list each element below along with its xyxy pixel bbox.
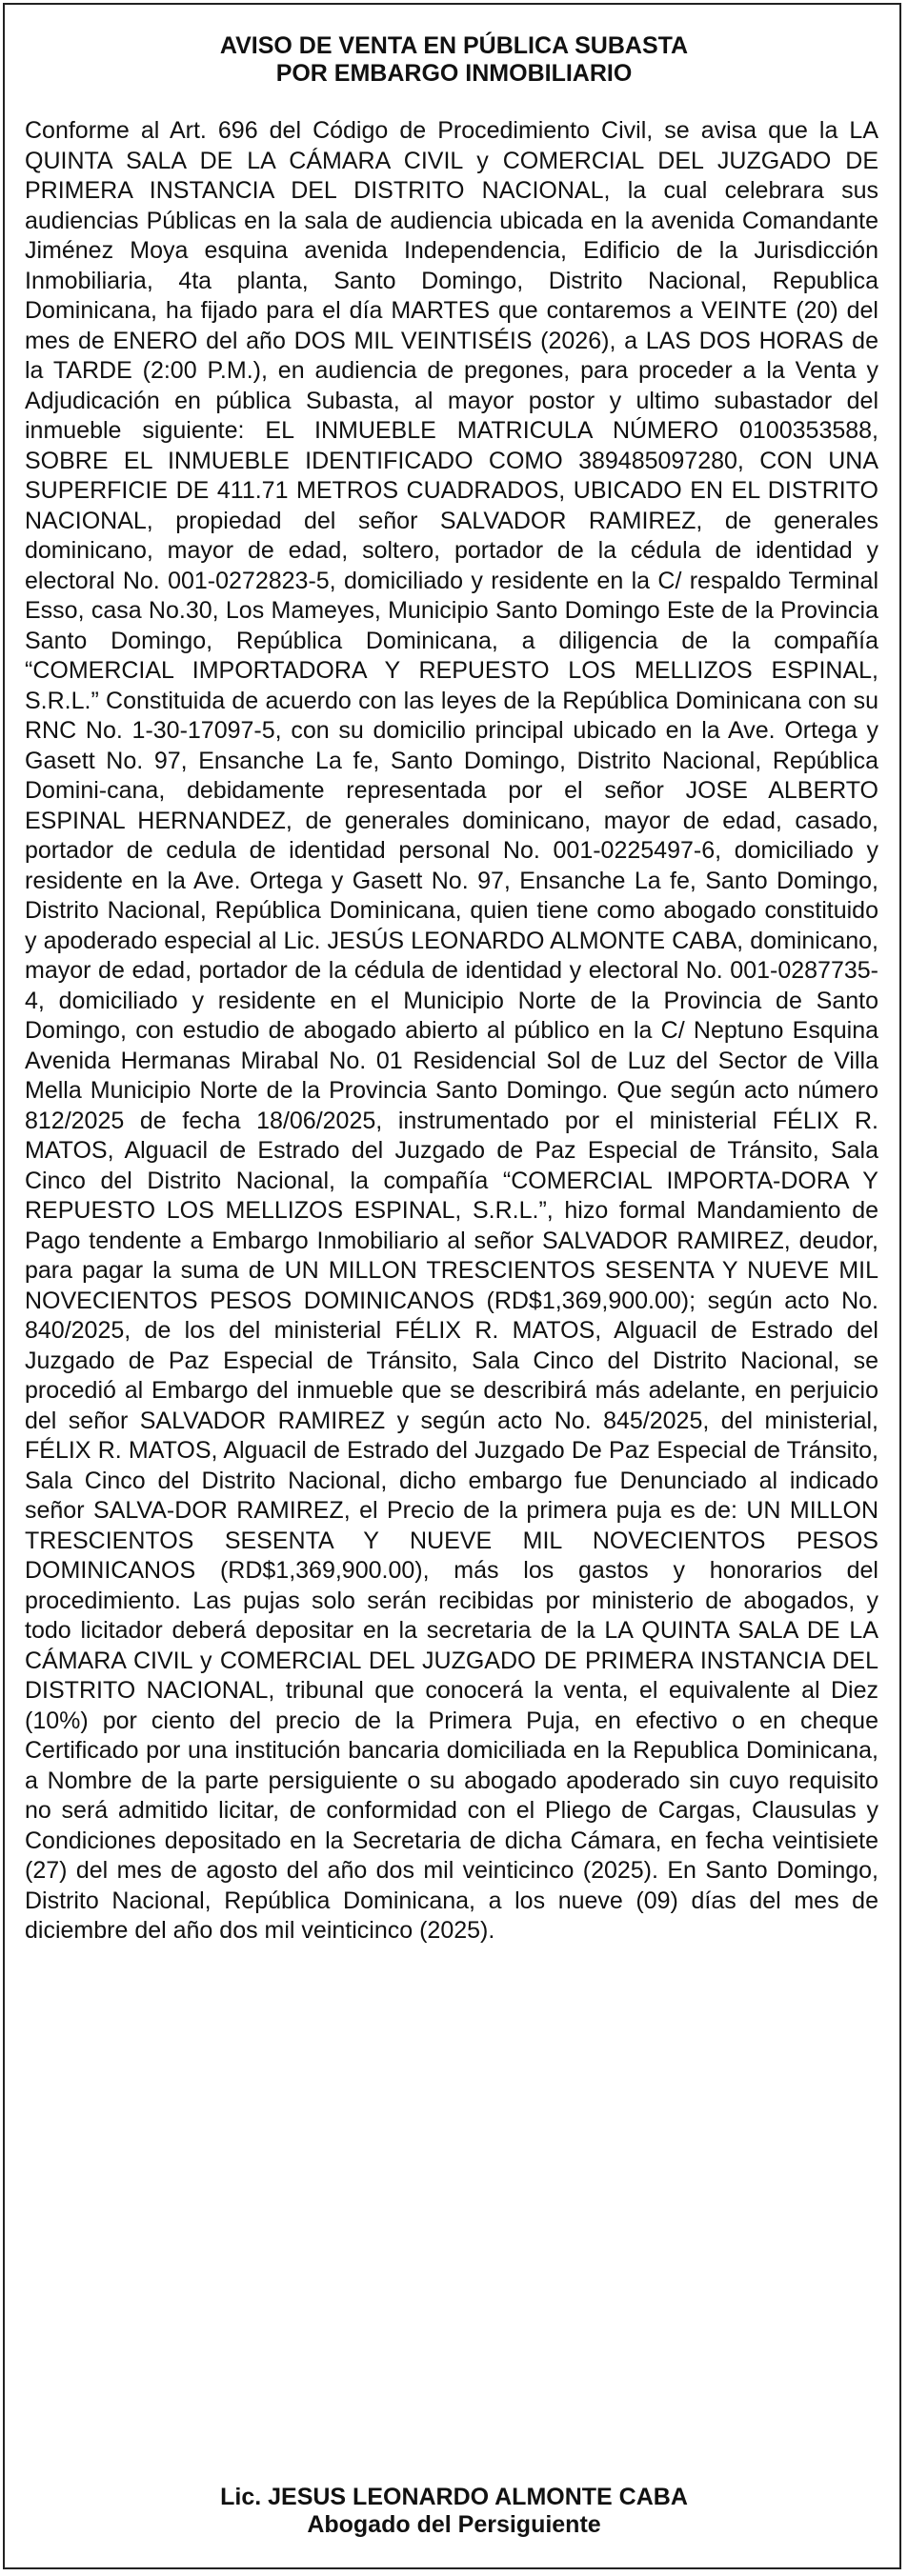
signature-name: Lic. JESUS LEONARDO ALMONTE CABA [220,2484,688,2510]
notice-body-text: Conforme al Art. 696 del Código de Procedimiento Civil, se avisa que la LA QUINTA SALA DE LA CÁMARA CIVIL y COMERCIAL DEL JUZGADO DE PRIMERA INSTANCIA DEL DISTRITO NACIONAL, la cual celebrara sus audiencias Públicas en la sala de audiencia ubicada en la avenida Comandante Jiménez Moya esquina avenida Independencia, Edificio de la Jurisdicción Inmobiliaria, 4ta planta, Santo Domingo, Distrito Nacional, Republica Dominicana, ha fijado para el día MARTES que contaremos a VEINTE (20) del mes de ENERO del año DOS MIL VEINTISÉIS (2026), a LAS DOS HORAS de la TARDE (2:00 P.M.), en audiencia de pregones, para proceder a la Venta y Adjudicación en pública Subasta, al mayor postor y ultimo subastador del inmueble siguiente: EL INMUEBLE MATRICULA NÚMERO 0100353588, SOBRE EL INMUEBLE IDENTIFICADO COMO 389485097280, CON UNA SUPERFICIE DE 411.71 METROS CUADRADOS, UBICADO EN EL DISTRITO NACIONAL, propiedad del señor SALVADOR RAMIREZ, de generales dominicano, mayor de edad, soltero, portador de la cédula de identidad y electoral No. 001-0272823-5, domiciliado y residente en la C/ respaldo Terminal Esso, casa No.30, Los Mameyes, Municipio Santo Domingo Este de la Provincia Santo Domingo, República Dominicana, a diligencia de la compañía “COMERCIAL IMPORTADORA Y REPUESTO LOS MELLIZOS ESPINAL, S.R.L.” Constituida de acuerdo con las leyes de la República Dominicana con su RNC No. 1-30-17097-5, con su domicilio principal ubicado en la Ave. Ortega y Gasett No. 97, Ensanche La fe, Santo Domingo, Distrito Nacional, República Domini-cana, debidamente representada por el señor JOSE ALBERTO ESPINAL HERNANDEZ, de generales dominicano, mayor de edad, casado, portador de cedula de identidad personal No. 001-0225497-6, domiciliado y residente en la Ave. Ortega y Gasett No. 97, Ensanche La fe, Santo Domingo, Distrito Nacional, República Dominicana, quien tiene como abogado constituido y apoderado especial al Lic. JESÚS LEONARDO ALMONTE CABA, dominicano, mayor de edad, portador de la cédula de identidad y electoral No. 001-0287735-4, domiciliado y residente en el Municipio Norte de la Provincia de Santo Domingo, con estudio de abogado abierto al público en la C/ Neptuno Esquina Avenida Hermanas Mirabal No. 01 Residencial Sol de Luz del Sector de Villa Mella Municipio Norte de la Provincia Santo Domingo. Que según acto número 812/2025 de fecha 18/06/2025, instrumentado por el ministerial FÉLIX R. MATOS, Alguacil de Estrado del Juzgado de Paz Especial de Tránsito, Sala Cinco del Distrito Nacional, la compañía “COMERCIAL IMPORTA-DORA Y REPUESTO LOS MELLIZOS ESPINAL, S.R.L.”, hizo formal Mandamiento de Pago tendente a Embargo Inmobiliario al señor SALVADOR RAMIREZ, deudor, para pagar la suma de UN MILLON TRESCIENTOS SESENTA Y NUEVE MIL NOVECIENTOS PESOS DOMINICANOS (RD$1,369,900.00); según acto No. 840/2025, de los del ministerial FÉLIX R. MATOS, Alguacil de Estrado del Juzgado de Paz Especial de Tránsito, Sala Cinco del Distrito Nacional, se procedió al Embargo del inmueble que se describirá más adelante, en perjuicio del señor SALVADOR RAMIREZ y según acto No. 845/2025, del ministerial, FÉLIX R. MATOS, Alguacil de Estrado del Juzgado De Paz Especial de Tránsito, Sala Cinco del Distrito Nacional, dicho embargo fue Denunciado al indicado señor SALVA-DOR RAMIREZ, el Precio de la primera puja es de: UN MILLON TRESCIENTOS SESENTA Y NUEVE MIL NOVECIENTOS PESOS DOMINICANOS (RD$1,369,900.00), más los gastos y honorarios del procedimiento. Las pujas solo serán recibidas por ministerio de abogados, y todo licitador deberá depositar en la secretaria de la LA QUINTA SALA DE LA CÁMARA CIVIL y COMERCIAL DEL JUZGADO DE PRIMERA INSTANCIA DEL DISTRITO NACIONAL, tribunal que conocerá la venta, el equivalente al Diez (10%) por ciento del precio de la Primera Puja, en efectivo o en cheque Certificado por una institución bancaria domiciliada en la Republica Dominicana, a Nombre de la parte persiguiente o su abogado apoderado sin cuyo requisito no será admitido licitar, de conformidad con el Pliego de Cargas, Clausulas y Condiciones depositado en la Secretaria de dicha Cámara, en fecha veintisiete (27) del mes de agosto del año dos mil veinticinco (2025). En Santo Domingo, Distrito Nacional, República Dominicana, a los nueve (09) días del mes de diciembre del año dos mil veinticinco (2025). [25,117,878,1944]
notice-title [0,32,908,88]
notice-title-line-2: POR EMBARGO INMOBILIARIO [275,60,633,87]
notice-title-line-1: AVISO DE VENTA EN PÚBLICA SUBASTA [219,32,689,59]
signature-role: Abogado del Persiguiente [307,2511,601,2538]
signature-block [0,2484,908,2539]
